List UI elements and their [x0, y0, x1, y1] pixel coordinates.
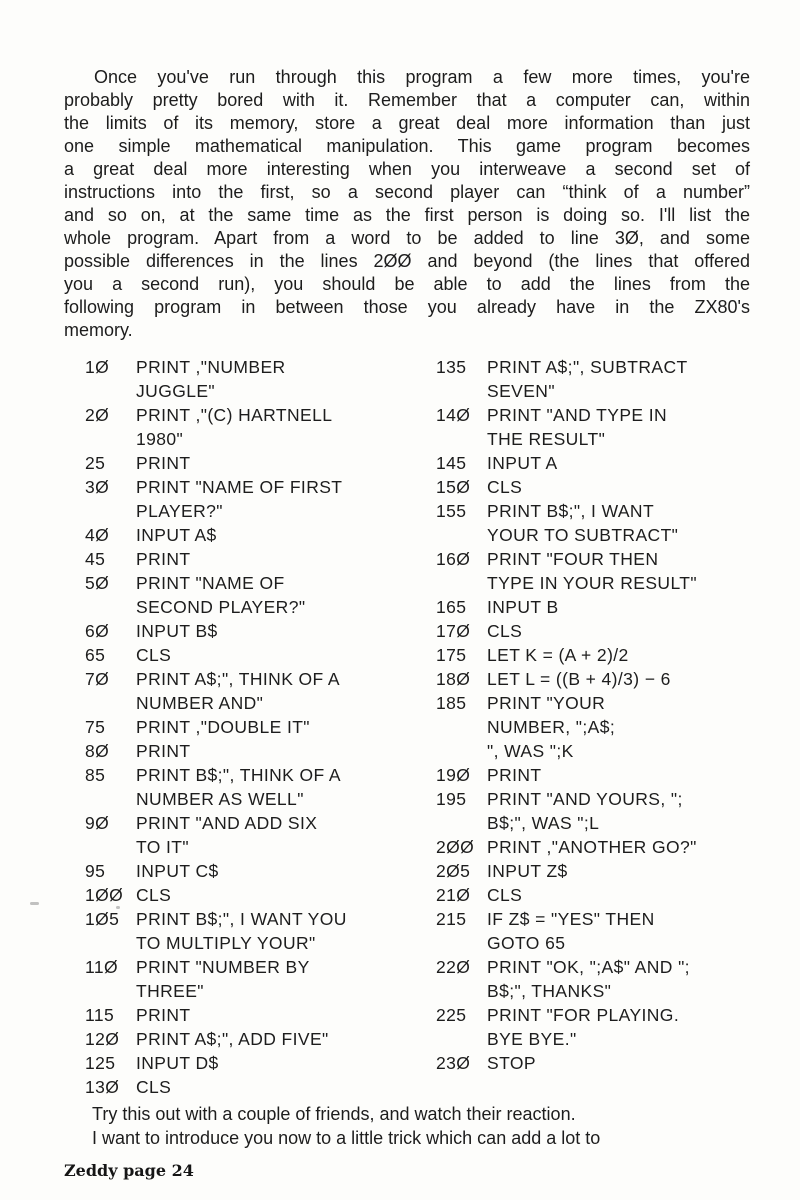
code-text [487, 451, 750, 475]
line-number: 7Ø [85, 669, 110, 689]
listing-row [436, 475, 750, 499]
code-line: PRINT "AND ADD SIX [136, 813, 318, 833]
code-line: PRINT [136, 741, 191, 761]
listing-row [436, 595, 750, 619]
scan-speck [116, 906, 120, 909]
listing-row [85, 1051, 407, 1075]
listing-row [436, 859, 750, 883]
code-text [136, 403, 407, 451]
listing-row [436, 1051, 750, 1075]
line-number: 14Ø [436, 405, 471, 425]
listing-row [85, 475, 407, 523]
closing-line: I want to introduce you now to a little trick which can add a lot to [92, 1128, 601, 1148]
line-number: 1Ø [85, 357, 110, 377]
listing-row [436, 1003, 750, 1051]
line-number: 25 [85, 453, 106, 473]
code-line: CLS [487, 477, 523, 497]
code-line: TO IT" [136, 837, 190, 857]
intro-line: a great deal more interesting when you interweave a second set of [64, 159, 750, 179]
code-line: PRINT A$;", SUBTRACT [487, 357, 688, 377]
line-number: 125 [85, 1053, 116, 1073]
line-number: 15Ø [436, 477, 471, 497]
code-line: GOTO 65 [487, 933, 566, 953]
code-line: PRINT ,"DOUBLE IT" [136, 717, 310, 737]
intro-line: memory. [64, 320, 133, 340]
line-number: 2Ø5 [436, 861, 471, 881]
code-text [136, 1003, 407, 1027]
code-text [487, 475, 750, 499]
line-number: 85 [85, 765, 106, 785]
code-line: STOP [487, 1053, 536, 1073]
listing-row [85, 643, 407, 667]
listing-row [436, 619, 750, 643]
line-number: 17Ø [436, 621, 471, 641]
intro-line: probably pretty bored with it. Remember that a computer can, within [64, 90, 750, 110]
code-text [487, 883, 750, 907]
code-text [136, 1075, 407, 1099]
code-text [136, 763, 407, 811]
listing-row [85, 955, 407, 1003]
code-text [136, 355, 407, 403]
code-line: TYPE IN YOUR RESULT" [487, 573, 697, 593]
line-number: 12Ø [85, 1029, 120, 1049]
code-text [136, 547, 407, 571]
listing-row [85, 667, 407, 715]
intro-line: whole program. Apart from a word to be added to line 3Ø, and some [64, 228, 750, 248]
line-number: 23Ø [436, 1053, 471, 1073]
code-line: CLS [136, 645, 172, 665]
code-text [487, 691, 750, 763]
program-listing [64, 355, 750, 1099]
line-number: 3Ø [85, 477, 110, 497]
code-line: PRINT B$;", THINK OF A [136, 765, 341, 785]
intro-paragraph [64, 66, 750, 342]
code-text [487, 763, 750, 787]
scan-speck [30, 902, 39, 905]
listing-row [85, 883, 407, 907]
code-line: 1980" [136, 429, 184, 449]
listing-row [436, 667, 750, 691]
intro-line: one simple mathematical manipulation. This game program becomes [64, 136, 750, 156]
code-line: LET K = (A + 2)/2 [487, 645, 629, 665]
code-line: PRINT B$;", I WANT [487, 501, 655, 521]
line-number: 16Ø [436, 549, 471, 569]
code-line: CLS [487, 621, 523, 641]
code-line: PLAYER?" [136, 501, 223, 521]
line-number: 215 [436, 909, 467, 929]
code-line: LET L = ((B + 4)/3) − 6 [487, 669, 671, 689]
listing-row [436, 547, 750, 595]
listing-row [436, 787, 750, 835]
code-line: PRINT "AND TYPE IN [487, 405, 668, 425]
code-text [487, 835, 750, 859]
code-line: INPUT B$ [136, 621, 218, 641]
listing-column-left [64, 355, 407, 1099]
code-line: CLS [136, 1077, 172, 1097]
code-text [487, 1051, 750, 1075]
listing-row [436, 883, 750, 907]
line-number: 19Ø [436, 765, 471, 785]
line-number: 195 [436, 789, 467, 809]
page-footer: Zeddy page 24 [64, 1161, 194, 1180]
listing-row [436, 451, 750, 475]
listing-row [436, 955, 750, 1003]
code-text [487, 667, 750, 691]
code-text [487, 619, 750, 643]
page-content [64, 66, 750, 1180]
code-line: PRINT ,"(C) HARTNELL [136, 405, 333, 425]
code-text [136, 715, 407, 739]
listing-row [85, 571, 407, 619]
code-line: INPUT A$ [136, 525, 217, 545]
code-line: PRINT [136, 453, 191, 473]
code-line: YOUR TO SUBTRACT" [487, 525, 679, 545]
code-line: B$;", WAS ";L [487, 813, 600, 833]
listing-row [85, 451, 407, 475]
line-number: 4Ø [85, 525, 110, 545]
code-line: SEVEN" [487, 381, 555, 401]
listing-row [436, 499, 750, 547]
code-text [487, 787, 750, 835]
line-number: 1ØØ [85, 885, 124, 905]
code-line: PRINT A$;", ADD FIVE" [136, 1029, 329, 1049]
code-line: B$;", THANKS" [487, 981, 612, 1001]
line-number: 5Ø [85, 573, 110, 593]
line-number: 11Ø [85, 957, 118, 977]
code-line: INPUT D$ [136, 1053, 219, 1073]
code-line: PRINT "OK, ";A$" AND "; [487, 957, 690, 977]
line-number: 135 [436, 357, 467, 377]
code-line: THE RESULT" [487, 429, 606, 449]
line-number: 65 [85, 645, 106, 665]
line-number: 95 [85, 861, 106, 881]
code-text [136, 811, 407, 859]
code-line: ", WAS ";K [487, 741, 574, 761]
code-line: PRINT "NAME OF [136, 573, 285, 593]
code-text [136, 1027, 407, 1051]
line-number: 18Ø [436, 669, 471, 689]
code-line: BYE BYE." [487, 1029, 577, 1049]
code-line: JUGGLE" [136, 381, 216, 401]
code-line: PRINT A$;", THINK OF A [136, 669, 341, 689]
code-text [136, 619, 407, 643]
listing-row [85, 403, 407, 451]
line-number: 155 [436, 501, 467, 521]
code-line: PRINT "YOUR [487, 693, 606, 713]
code-text [136, 571, 407, 619]
line-number: 2ØØ [436, 837, 475, 857]
line-number: 185 [436, 693, 467, 713]
line-number: 21Ø [436, 885, 471, 905]
code-line: NUMBER, ";A$; [487, 717, 616, 737]
listing-row [436, 355, 750, 403]
code-line: TO MULTIPLY YOUR" [136, 933, 316, 953]
code-line: PRINT B$;", I WANT YOU [136, 909, 347, 929]
listing-row [85, 763, 407, 811]
code-text [487, 859, 750, 883]
intro-line: instructions into the first, so a second player can “think of a number” [64, 182, 750, 202]
listing-column-right [407, 355, 750, 1099]
line-number: 1Ø5 [85, 909, 120, 929]
line-number: 45 [85, 549, 106, 569]
code-text [487, 355, 750, 403]
listing-row [85, 907, 407, 955]
code-text [136, 1051, 407, 1075]
line-number: 22Ø [436, 957, 471, 977]
code-line: PRINT "NAME OF FIRST [136, 477, 343, 497]
code-line: INPUT C$ [136, 861, 219, 881]
code-text [487, 955, 750, 1003]
listing-row [436, 763, 750, 787]
code-text [487, 595, 750, 619]
intro-line: Once you've run through this program a few more times, you're [94, 67, 750, 87]
code-line: NUMBER AND" [136, 693, 264, 713]
line-number: 145 [436, 453, 467, 473]
line-number: 75 [85, 717, 106, 737]
code-line: PRINT "FOR PLAYING. [487, 1005, 680, 1025]
listing-row [85, 1003, 407, 1027]
intro-line: and so on, at the same time as the first person is doing so. I'll list the [64, 205, 750, 225]
code-line: PRINT "FOUR THEN [487, 549, 659, 569]
listing-row [85, 1075, 407, 1099]
code-text [487, 643, 750, 667]
listing-row [436, 835, 750, 859]
code-text [136, 451, 407, 475]
code-line: PRINT ,"NUMBER [136, 357, 286, 377]
code-text [136, 739, 407, 763]
code-text [487, 907, 750, 955]
intro-line: you a second run), you should be able to add the lines from the [64, 274, 750, 294]
line-number: 13Ø [85, 1077, 120, 1097]
code-line: PRINT "NUMBER BY [136, 957, 310, 977]
listing-row [85, 859, 407, 883]
code-line: INPUT A [487, 453, 558, 473]
code-line: IF Z$ = "YES" THEN [487, 909, 655, 929]
line-number: 115 [85, 1005, 115, 1025]
listing-row [85, 715, 407, 739]
code-line: INPUT Z$ [487, 861, 568, 881]
code-line: PRINT [136, 1005, 191, 1025]
code-text [487, 547, 750, 595]
listing-row [85, 547, 407, 571]
code-text [136, 667, 407, 715]
code-text [136, 955, 407, 1003]
line-number: 225 [436, 1005, 467, 1025]
code-line: THREE" [136, 981, 204, 1001]
code-line: SECOND PLAYER?" [136, 597, 306, 617]
listing-row [85, 811, 407, 859]
line-number: 8Ø [85, 741, 110, 761]
closing-paragraph [64, 1102, 750, 1150]
code-text [136, 643, 407, 667]
code-text [136, 883, 407, 907]
listing-row [85, 1027, 407, 1051]
code-text [136, 907, 407, 955]
closing-line: Try this out with a couple of friends, and watch their reaction. [92, 1104, 576, 1124]
code-line: INPUT B [487, 597, 559, 617]
listing-row [85, 355, 407, 403]
line-number: 2Ø [85, 405, 110, 425]
listing-row [436, 403, 750, 451]
code-text [136, 859, 407, 883]
line-number: 165 [436, 597, 467, 617]
code-line: CLS [487, 885, 523, 905]
code-text [487, 1003, 750, 1051]
intro-line: following program in between those you already have in the ZX80's [64, 297, 750, 317]
code-line: PRINT "AND YOURS, "; [487, 789, 683, 809]
code-line: CLS [136, 885, 172, 905]
code-text [136, 475, 407, 523]
listing-row [85, 619, 407, 643]
intro-line: possible differences in the lines 2ØØ and beyond (the lines that offered [64, 251, 750, 271]
line-number: 9Ø [85, 813, 110, 833]
code-line: PRINT ,"ANOTHER GO?" [487, 837, 697, 857]
line-number: 6Ø [85, 621, 110, 641]
code-text [487, 499, 750, 547]
code-line: NUMBER AS WELL" [136, 789, 304, 809]
code-text [136, 523, 407, 547]
listing-row [436, 907, 750, 955]
code-line: PRINT [136, 549, 191, 569]
intro-line: the limits of its memory, store a great deal more information than just [64, 113, 750, 133]
code-text [487, 403, 750, 451]
listing-row [85, 739, 407, 763]
listing-row [436, 691, 750, 763]
listing-row [85, 523, 407, 547]
listing-row [436, 643, 750, 667]
line-number: 175 [436, 645, 467, 665]
code-line: PRINT [487, 765, 542, 785]
